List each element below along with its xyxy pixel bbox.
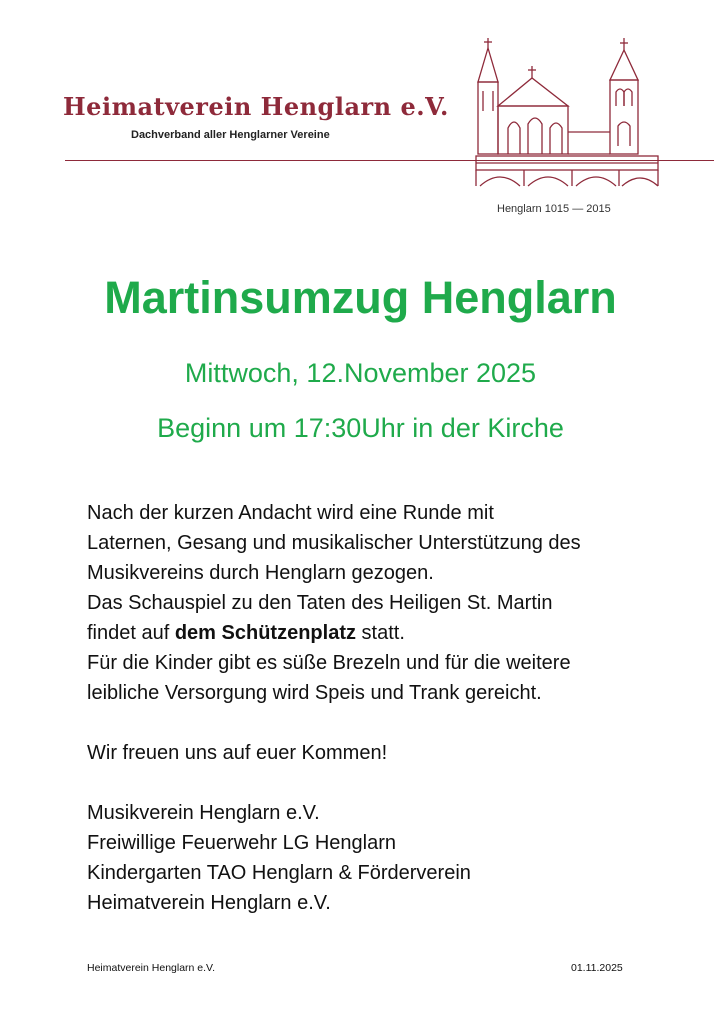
spacer xyxy=(87,768,687,798)
line-text: findet auf xyxy=(87,622,175,644)
description-line: Musikvereins durch Henglarn gezogen. xyxy=(87,562,434,584)
event-description xyxy=(87,498,687,918)
description-line: Für die Kinder gibt es süße Brezeln und für die weitere xyxy=(87,652,571,674)
description-line: leibliche Versorgung wird Speis und Trank gereicht. xyxy=(87,682,542,704)
church-bridge-logo-icon xyxy=(472,36,662,196)
footer-date: 01.11.2025 xyxy=(571,962,623,974)
spacer xyxy=(87,708,687,738)
description-line: Laternen, Gesang und musikalischer Unterstützung des xyxy=(87,532,581,554)
description-line xyxy=(87,618,687,648)
organizer-item: Freiwillige Feuerwehr LG Henglarn xyxy=(87,832,397,854)
venue-highlight: dem Schützenplatz xyxy=(174,622,356,644)
line-text: statt. xyxy=(355,622,405,644)
organizer-item: Musikverein Henglarn e.V. xyxy=(87,802,320,824)
event-start: Beginn um 17:30Uhr in der Kirche xyxy=(157,413,564,443)
org-subtitle: Dachverband aller Henglarner Vereine xyxy=(131,129,330,141)
organizer-item: Kindergarten TAO Henglarn & Förderverein xyxy=(87,862,471,884)
event-title: Martinsumzug Henglarn xyxy=(104,272,617,323)
description-line: Das Schauspiel zu den Taten des Heiligen St. Martin xyxy=(87,592,553,614)
event-date: Mittwoch, 12.November 2025 xyxy=(184,358,537,388)
closing-line: Wir freuen uns auf euer Kommen! xyxy=(87,742,388,764)
org-title: Heimatverein Henglarn e.V. xyxy=(63,92,449,121)
anniversary-caption: Henglarn 1015 — 2015 xyxy=(497,203,611,215)
footer-organization: Heimatverein Henglarn e.V. xyxy=(87,962,216,974)
organizer-item: Heimatverein Henglarn e.V. xyxy=(87,892,331,914)
description-line: Nach der kurzen Andacht wird eine Runde mit xyxy=(87,502,494,524)
